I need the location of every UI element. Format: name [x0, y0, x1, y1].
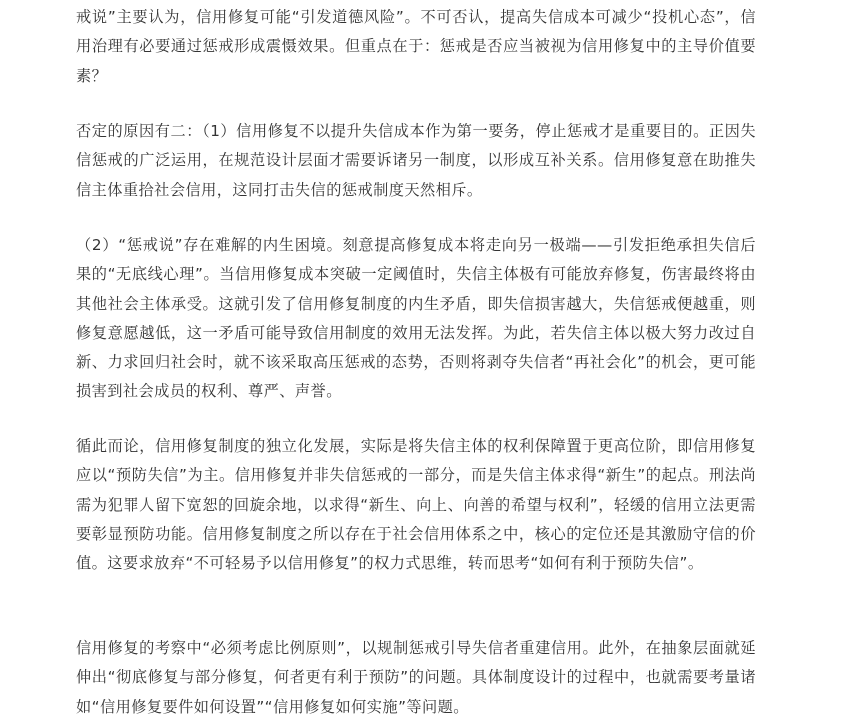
article-paragraph-5: 信用修复的考察中“必须考虑比例原则”，以规制惩戒引导失信者重建信用。此外，在抽象层面就延伸出“彻底修复与部分修复，何者更有利于预防”的问题。具体制度设计的过程中，也就需要考量诸如“信用修复要件如何设置”“信用修复如何实施”等问题。 [76, 639, 756, 716]
article-paragraph-3: （2）“惩戒说”存在难解的内生困境。刻意提高修复成本将走向另一极端——引发拒绝承担失信后果的“无底线心理”。当信用修复成本突破一定阈值时，失信主体极有可能放弃修复，伤害最终将由其他社会主体承受。这就引发了信用修复制度的内生矛盾，即失信损害越大，失信惩戒便越重，则修复意愿越低，这一矛盾可能导致信用制度的效用无法发挥。为此，若失信主体以极大努力改过自新、力求回归社会时，就不该采取高压惩戒的态势，否则将剥夺失信者“再社会化”的机会，更可能损害到社会成员的权利、尊严、声誉。 [76, 236, 756, 401]
article-paragraph-2: 否定的原因有二：（1）信用修复不以提升失信成本作为第一要务，停止惩戒才是重要目的。正因失信惩戒的广泛运用，在规范设计层面才需要诉诸另一制度，以形成互补关系。信用修复意在助推失信主体重拾社会信用，这同打击失信的惩戒制度天然相斥。 [76, 122, 756, 199]
article-paragraph-4: 循此而论，信用修复制度的独立化发展，实际是将失信主体的权利保障置于更高位阶，即信用修复应以“预防失信”为主。信用修复并非失信惩戒的一部分，而是失信主体求得“新生”的起点。刑法尚需为犯罪人留下宽恕的回旋余地，以求得“新生、向上、向善的希望与权利”，轻缓的信用立法更需要彰显预防功能。信用修复制度之所以存在于社会信用体系之中，核心的定位还是其激励守信的价值。这要求放弃“不可轻易予以信用修复”的权力式思维，转而思考“如何有利于预防失信”。 [76, 437, 756, 573]
article-paragraph-1: 戒说”主要认为，信用修复可能“引发道德风险”。不可否认，提高失信成本可减少“投机心态”，信用治理有必要通过惩戒形成震慑效果。但重点在于：惩戒是否应当被视为信用修复中的主导价值要素？ [76, 8, 756, 85]
